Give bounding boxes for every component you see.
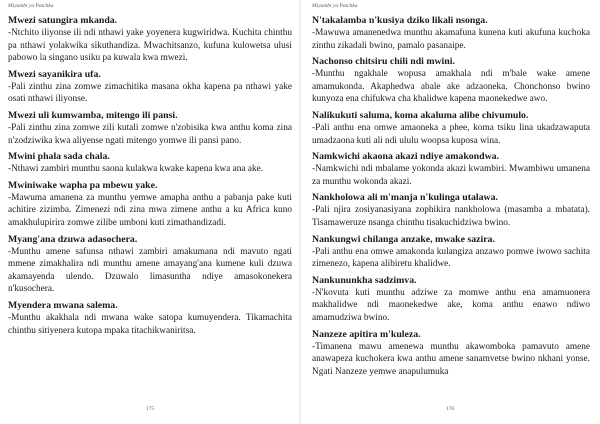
proverb-explanation: -Ntchito iliyonse ili ndi nthawi yake yoyenera kugwiridwa. Kuchita chinthu pa nthawi yolakwika sikuthandiza. Mwachitsanzo, kufuna kulowetsa ulusi pabowo la singano usiku pa kuwala kwa mwezi. <box>8 28 292 64</box>
proverb-explanation: -Pali zinthu zina zomwe zimachitika masana okha kapena pa nthawi yake osati nthawi iliyonse. <box>8 81 292 105</box>
proverb-explanation: -Timanena mawu amenewa munthu akawomboka pamavuto amene anawapeza kuchokera kwa anthu amene sanamvetse bwino nkhani yonse. Ngati Nanzeze yemwe anapulumuka <box>312 341 590 377</box>
proverb-title: Mwezi uli kumwamba, mitengo ili pansi. <box>8 109 178 121</box>
proverb-explanation: -Munthu amene safunsa nthawi zambiri amakumana ndi mavuto ngati mmene zimakhalira ndi munthu amene amayang'ana kumene kuli dzuwa akamayenda ulendo. Dzuwalo limasuntha ndiye amasokonekera n'kusochera. <box>8 246 292 295</box>
proverb-explanation: -Pali anthu ena omwe amaoneka a phee, koma tsiku lina ukadzawaputa umadzaona kuti ali ndi ululu woopsa kuposa wina. <box>312 122 590 146</box>
proverb-explanation: -N'kovuta kuti munthu adziwe za momwe anthu ena amamuonera makhalidwe ndi maonekedwe ake, koma anthu enawo ndiwo amamudziwa bwino. <box>312 287 590 323</box>
proverb-entry <box>312 150 590 188</box>
proverb-entry <box>312 191 590 229</box>
proverb-title: Nachonso chitsiru chili ndi mwini. <box>312 56 455 68</box>
proverb-entry <box>312 14 590 52</box>
proverb-entry <box>8 299 292 337</box>
running-head: Miyambi ya Patchka <box>8 3 54 9</box>
proverb-entry <box>312 109 590 147</box>
proverb-title: Myang'ana dzuwa adasochera. <box>8 233 138 245</box>
proverb-explanation: -Pali anthu ena omwe amakonda kulangiza anzawo pomwe iwowo sachita zimenezo, kapena alibiretu khalidwe. <box>312 246 590 270</box>
proverb-explanation: -Namkwichi ndi mbalame yokonda akazi kwambiri. Mwambiwu umanena za munthu wokonda akazi. <box>312 164 590 187</box>
proverb-entry <box>312 55 590 106</box>
proverb-explanation: -Pali zinthu zina zomwe zili kutali zomwe n'zobisika kwa anthu koma zina n'zodziwika kwa aliyense ngati mitengo yomwe ili pansi pano. <box>8 122 292 146</box>
proverb-explanation: -Munthu akakhala ndi mwana wake satopa kumuyendera. Tikamachita chinthu sitiyenera kutopa mpaka titachikwaniritsa. <box>8 312 292 336</box>
proverb-title: Nankholowa ali m'manja n'kulinga utalawa. <box>312 192 498 204</box>
proverb-explanation: -Mawuma amanena za munthu yemwe amapha anthu a pabanja pake kuti achitire zizimba. Zimenezi ndi zina mwa zimene anthu a ku Africa kuno amakhulupirira zomwe zilibe umboni kuti zimathandizadi. <box>8 192 292 228</box>
proverb-entry <box>8 233 292 296</box>
proverb-explanation: -Munthu ngakhale wopusa amakhala ndi m'bale wake amene amamukonda. Akaphedwa abale ake adzaoneka. Chonchonso bwino kunyoza ena chifukwa cha khalidwe kapena maonekedwe awo. <box>312 69 590 105</box>
proverb-title: Nankungwi chilanga anzake, mwake sazira. <box>312 233 495 245</box>
proverb-explanation: -Nthawi zambiri munthu saona kulakwa kwake kapena kwa ana ake. <box>8 164 264 175</box>
proverb-title: Mwini phala sada chala. <box>8 151 110 163</box>
proverb-entry <box>8 109 292 147</box>
proverb-title: Mwiniwake wapha pa mbewu yake. <box>8 179 158 191</box>
proverb-title: Myendera mwana salema. <box>8 299 118 311</box>
proverb-entry <box>8 150 292 176</box>
proverb-title: Nankununkha sadzimva. <box>312 274 417 286</box>
page-number: 175 <box>145 406 155 412</box>
proverb-entry <box>8 179 292 230</box>
proverb-title: Mwezi satungira mkanda. <box>8 15 118 26</box>
proverb-entry <box>8 68 292 106</box>
proverb-entry <box>312 328 590 379</box>
page-number: 176 <box>445 406 455 412</box>
proverb-entry <box>312 274 590 325</box>
running-head: Miyambi ya Patchka <box>312 3 358 9</box>
proverb-title: Nalikukuti saluma, koma akaluma alibe chivumulo. <box>312 109 529 121</box>
proverb-explanation: -Pali njira zosiyanasiyana zophikira nankholowa (masamba a mbatata). Tisamaweruze nsanga chinthu tisakuchidziwa bwino. <box>312 205 590 228</box>
proverb-explanation: -Mawuwa amanenedwa munthu akamafuna kunena kuti akufuna kuchoka zinthu zikadali bwino, pamalo pasanaipe. <box>312 28 590 51</box>
proverb-entry <box>8 14 292 65</box>
right-page <box>300 0 600 424</box>
proverb-title: Mwezi sayanikira ufa. <box>8 68 101 80</box>
proverb-title: Namkwichi akaona akazi ndiye amakondwa. <box>312 151 499 163</box>
proverb-title: Nanzeze apitira m'kuleza. <box>312 328 421 340</box>
proverb-entry <box>312 233 590 271</box>
proverb-title: N'takalamba n'kusiya dziko likali nsonga. <box>312 15 488 26</box>
